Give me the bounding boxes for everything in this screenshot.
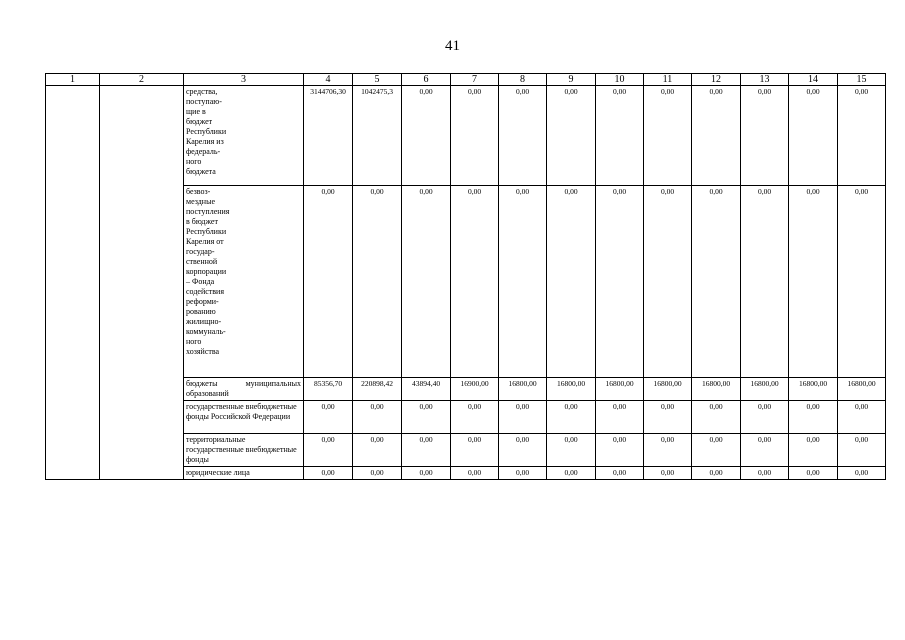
value-cell: 0,00 bbox=[644, 186, 692, 378]
value-cell: 0,00 bbox=[499, 186, 547, 378]
value-cell: 0,00 bbox=[741, 467, 789, 480]
column-header: 13 bbox=[741, 74, 789, 86]
value-cell: 0,00 bbox=[547, 401, 596, 434]
row-label: бюджеты муниципальных образований bbox=[184, 378, 304, 401]
value-cell: 0,00 bbox=[596, 186, 644, 378]
value-cell: 0,00 bbox=[644, 86, 692, 186]
row-label: территориальные государственные внебюджетные фонды bbox=[184, 434, 304, 467]
value-cell: 0,00 bbox=[304, 186, 353, 378]
column-header: 5 bbox=[353, 74, 402, 86]
column-header: 10 bbox=[596, 74, 644, 86]
value-cell: 16800,00 bbox=[789, 378, 838, 401]
value-cell: 0,00 bbox=[741, 401, 789, 434]
value-cell: 0,00 bbox=[304, 401, 353, 434]
column-header: 6 bbox=[402, 74, 451, 86]
value-cell: 0,00 bbox=[547, 186, 596, 378]
value-cell: 0,00 bbox=[353, 467, 402, 480]
value-cell: 0,00 bbox=[451, 86, 499, 186]
value-cell: 0,00 bbox=[451, 434, 499, 467]
value-cell: 0,00 bbox=[499, 401, 547, 434]
row-label-lines: средства, поступаю- щие в бюджет Республики Карелия из федераль- ного бюджета bbox=[186, 87, 227, 176]
value-cell: 0,00 bbox=[451, 401, 499, 434]
value-cell: 0,00 bbox=[692, 467, 741, 480]
value-cell: 0,00 bbox=[402, 467, 451, 480]
value-cell: 0,00 bbox=[402, 434, 451, 467]
row-label: юридические лица bbox=[184, 467, 304, 480]
value-cell: 0,00 bbox=[353, 434, 402, 467]
value-cell: 16800,00 bbox=[644, 378, 692, 401]
column-header: 1 bbox=[46, 74, 100, 86]
value-cell: 0,00 bbox=[499, 86, 547, 186]
budget-table bbox=[45, 73, 886, 480]
column-header: 8 bbox=[499, 74, 547, 86]
row-label-lines: безвоз- мездные поступления в бюджет Республики Карелия от государ- ственной корпорации – Фонда содействия реформи- рованию жилищно- коммуналь- ного хозяйства bbox=[186, 187, 230, 356]
column-1-cell bbox=[46, 86, 100, 480]
value-cell: 0,00 bbox=[789, 86, 838, 186]
column-header: 11 bbox=[644, 74, 692, 86]
value-cell: 0,00 bbox=[499, 467, 547, 480]
value-cell: 0,00 bbox=[499, 434, 547, 467]
column-header: 14 bbox=[789, 74, 838, 86]
column-header: 7 bbox=[451, 74, 499, 86]
header-row bbox=[46, 74, 886, 86]
value-cell: 0,00 bbox=[838, 434, 886, 467]
value-cell: 16800,00 bbox=[692, 378, 741, 401]
column-header: 4 bbox=[304, 74, 353, 86]
row-label bbox=[184, 186, 304, 378]
page-number: 41 bbox=[445, 38, 460, 54]
value-cell: 0,00 bbox=[741, 434, 789, 467]
column-header: 15 bbox=[838, 74, 886, 86]
value-cell: 0,00 bbox=[547, 86, 596, 186]
value-cell: 0,00 bbox=[692, 434, 741, 467]
value-cell: 0,00 bbox=[692, 401, 741, 434]
value-cell: 0,00 bbox=[402, 401, 451, 434]
column-header: 3 bbox=[184, 74, 304, 86]
value-cell: 43894,40 bbox=[402, 378, 451, 401]
value-cell: 220898,42 bbox=[353, 378, 402, 401]
value-cell: 16800,00 bbox=[596, 378, 644, 401]
value-cell: 0,00 bbox=[451, 467, 499, 480]
value-cell: 0,00 bbox=[353, 401, 402, 434]
value-cell: 16800,00 bbox=[547, 378, 596, 401]
row-label: государственные внебюджетные фонды Российской Федерации bbox=[184, 401, 304, 434]
value-cell: 0,00 bbox=[838, 86, 886, 186]
value-cell: 16800,00 bbox=[741, 378, 789, 401]
value-cell: 0,00 bbox=[644, 434, 692, 467]
value-cell: 0,00 bbox=[838, 401, 886, 434]
value-cell: 0,00 bbox=[789, 186, 838, 378]
value-cell: 0,00 bbox=[451, 186, 499, 378]
table-row bbox=[46, 86, 886, 186]
value-cell: 16800,00 bbox=[838, 378, 886, 401]
value-cell: 16900,00 bbox=[451, 378, 499, 401]
value-cell: 0,00 bbox=[596, 401, 644, 434]
value-cell: 3144706,30 bbox=[304, 86, 353, 186]
value-cell: 0,00 bbox=[547, 434, 596, 467]
value-cell: 0,00 bbox=[596, 434, 644, 467]
column-header: 2 bbox=[100, 74, 184, 86]
value-cell: 0,00 bbox=[644, 467, 692, 480]
value-cell: 0,00 bbox=[304, 434, 353, 467]
value-cell: 0,00 bbox=[789, 434, 838, 467]
value-cell: 0,00 bbox=[304, 467, 353, 480]
column-2-cell bbox=[100, 86, 184, 480]
value-cell: 0,00 bbox=[402, 186, 451, 378]
value-cell: 0,00 bbox=[547, 467, 596, 480]
value-cell: 85356,70 bbox=[304, 378, 353, 401]
value-cell: 0,00 bbox=[596, 86, 644, 186]
column-header: 12 bbox=[692, 74, 741, 86]
value-cell: 0,00 bbox=[741, 186, 789, 378]
value-cell: 16800,00 bbox=[499, 378, 547, 401]
value-cell: 0,00 bbox=[644, 401, 692, 434]
value-cell: 0,00 bbox=[692, 86, 741, 186]
value-cell: 0,00 bbox=[789, 401, 838, 434]
value-cell: 0,00 bbox=[838, 467, 886, 480]
row-label bbox=[184, 86, 304, 186]
value-cell: 0,00 bbox=[789, 467, 838, 480]
value-cell: 1042475,3 bbox=[353, 86, 402, 186]
value-cell: 0,00 bbox=[838, 186, 886, 378]
value-cell: 0,00 bbox=[692, 186, 741, 378]
value-cell: 0,00 bbox=[402, 86, 451, 186]
column-header: 9 bbox=[547, 74, 596, 86]
value-cell: 0,00 bbox=[596, 467, 644, 480]
value-cell: 0,00 bbox=[741, 86, 789, 186]
value-cell: 0,00 bbox=[353, 186, 402, 378]
